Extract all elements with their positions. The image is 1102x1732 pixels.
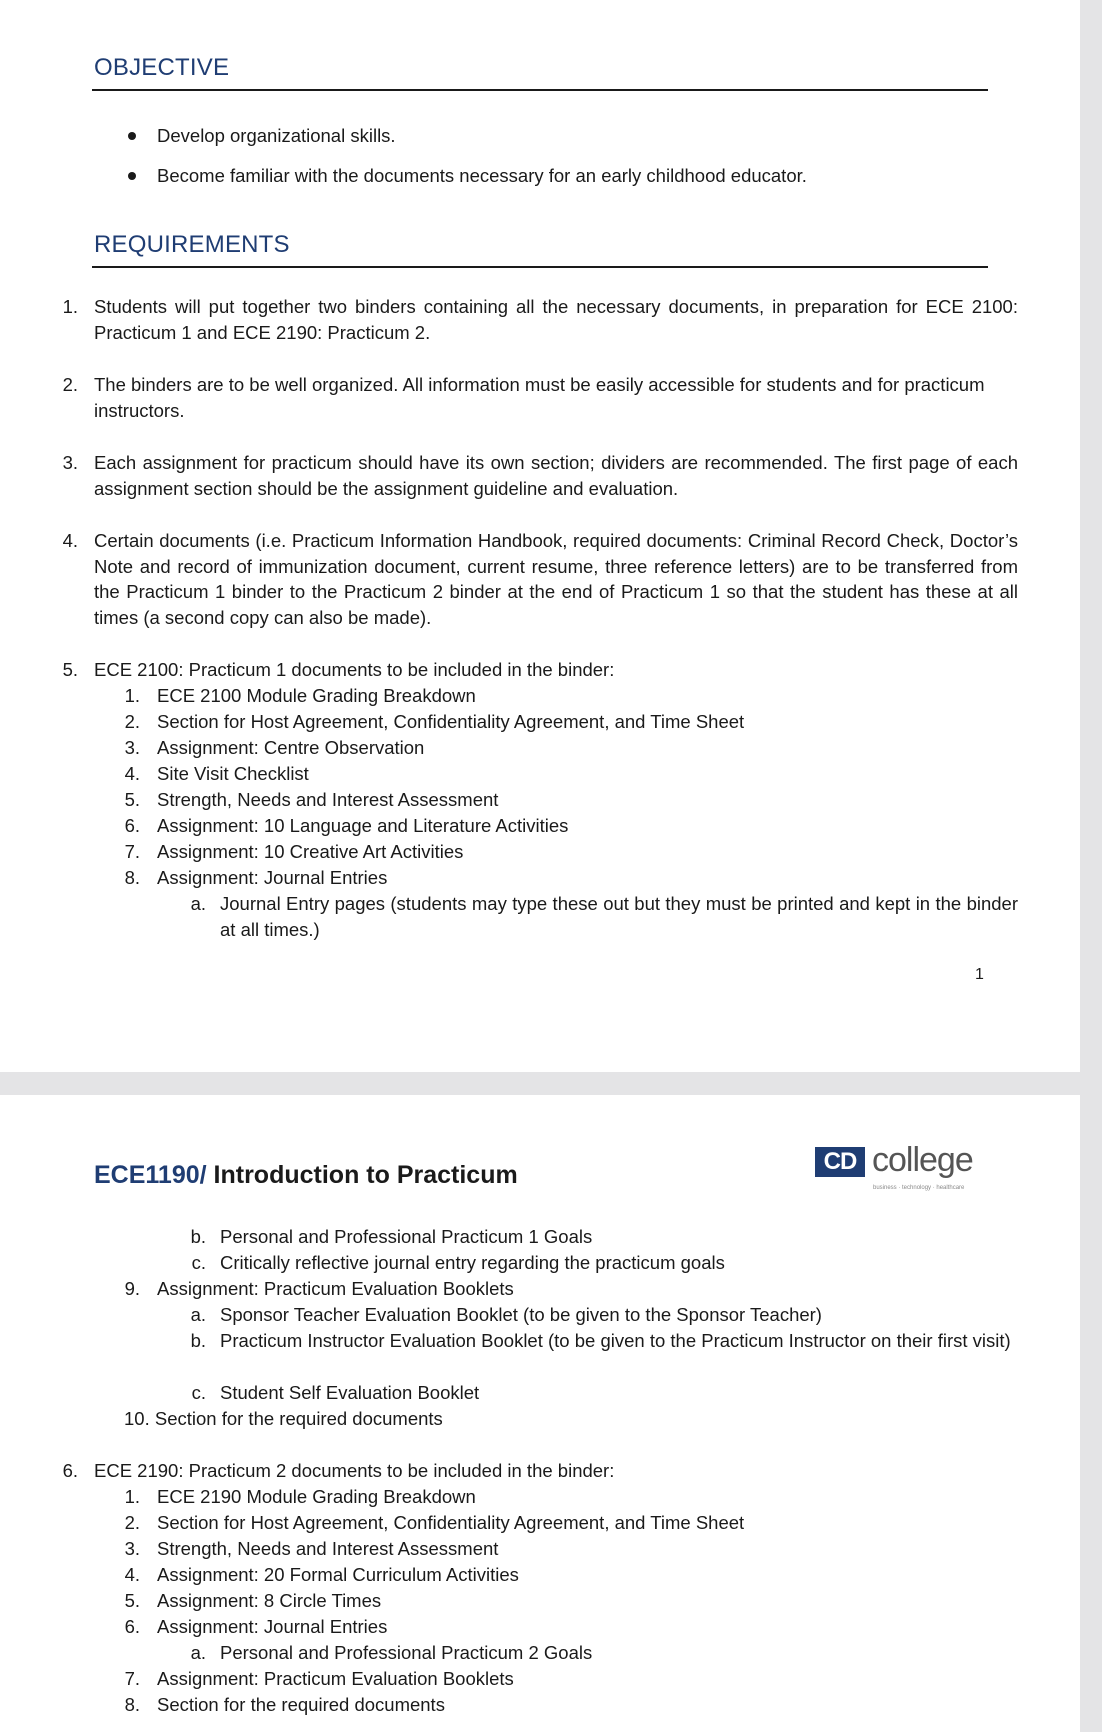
list-number: 3. xyxy=(124,1538,140,1559)
list-number: 1. xyxy=(62,296,78,317)
objective-bullet-2: Become familiar with the documents necessary for an early childhood educator. xyxy=(157,165,807,186)
list-number: 3. xyxy=(124,737,140,758)
requirement-3: Each assignment for practicum should have its own section; dividers are recommended. The first page of each assignment section should be the assignment guideline and evaluation. xyxy=(94,452,1018,499)
practicum1-item-8: Assignment: Journal Entries xyxy=(157,867,388,888)
requirement-6: ECE 2190: Practicum 2 documents to be included in the binder: xyxy=(94,1460,615,1481)
practicum1-item-3: Assignment: Centre Observation xyxy=(157,737,425,758)
practicum2-item-2: Section for Host Agreement, Confidentiality Agreement, and Time Sheet xyxy=(157,1512,745,1533)
practicum1-item-9: Assignment: Practicum Evaluation Booklets xyxy=(157,1278,514,1299)
practicum2-item-4: Assignment: 20 Formal Curriculum Activities xyxy=(157,1564,519,1585)
list-number: 4. xyxy=(124,763,140,784)
list-letter: a. xyxy=(190,1642,206,1663)
list-number: 4. xyxy=(62,530,78,551)
objective-rule xyxy=(92,89,988,91)
list-number: 6. xyxy=(124,815,140,836)
list-number: 7. xyxy=(124,1668,140,1689)
list-number: 6. xyxy=(62,1460,78,1481)
course-code: ECE1190/ xyxy=(94,1161,207,1189)
bullet-icon xyxy=(128,172,136,180)
list-number: 2. xyxy=(124,1512,140,1533)
practicum2-item-8: Section for the required documents xyxy=(157,1694,445,1715)
practicum1-item-10 xyxy=(124,1406,443,1432)
practicum1-item-7: Assignment: 10 Creative Art Activities xyxy=(157,841,464,862)
practicum1-item-9a: Sponsor Teacher Evaluation Booklet (to be given to the Sponsor Teacher) xyxy=(220,1304,822,1325)
practicum1-item-8b: Personal and Professional Practicum 1 Goals xyxy=(220,1226,593,1247)
requirement-1: Students will put together two binders containing all the necessary documents, in preparation for ECE 2100: Practicum 1 and ECE 2190: Practicum 2. xyxy=(94,296,1018,343)
practicum2-item-6a: Personal and Professional Practicum 2 Goals xyxy=(220,1642,593,1663)
cdi-college-logo xyxy=(815,1137,985,1205)
list-number: 8. xyxy=(124,1694,140,1715)
list-number: 2. xyxy=(62,374,78,395)
requirements-rule xyxy=(92,266,988,268)
list-number: 2. xyxy=(124,711,140,732)
list-letter: a. xyxy=(190,1304,206,1325)
list-letter: b. xyxy=(190,1330,206,1351)
logo-wordmark: college xyxy=(872,1141,973,1179)
practicum2-item-7: Assignment: Practicum Evaluation Booklets xyxy=(157,1668,514,1689)
practicum1-item-8a: Journal Entry pages (students may type these out but they must be printed and kept in the binder at all times.) xyxy=(220,893,1018,940)
requirements-heading: REQUIREMENTS xyxy=(94,231,290,258)
practicum2-item-5: Assignment: 8 Circle Times xyxy=(157,1590,382,1611)
course-title: Introduction to Practicum xyxy=(206,1161,518,1189)
list-number: 5. xyxy=(62,659,78,680)
document-page-2 xyxy=(0,1095,1080,1732)
list-number: 3. xyxy=(62,452,78,473)
list-number: 6. xyxy=(124,1616,140,1637)
bullet-icon xyxy=(128,132,136,140)
practicum1-item-9b: Practicum Instructor Evaluation Booklet (to be given to the Practicum Instructor on their first visit) xyxy=(220,1330,1011,1351)
practicum1-item-10-text: Section for the required documents xyxy=(154,1408,443,1429)
list-number: 5. xyxy=(124,1590,140,1611)
practicum1-item-2: Section for Host Agreement, Confidentiality Agreement, and Time Sheet xyxy=(157,711,745,732)
list-letter: c. xyxy=(191,1382,206,1403)
requirement-2: The binders are to be well organized. All information must be easily accessible for students and for practicum instructors. xyxy=(94,374,985,421)
list-number: 9. xyxy=(124,1278,140,1299)
practicum1-item-1: ECE 2100 Module Grading Breakdown xyxy=(157,685,476,706)
page-number: 1 xyxy=(975,966,984,983)
requirement-4: Certain documents (i.e. Practicum Information Handbook, required documents: Criminal Record Check, Doctor’s Note and record of immunization document, current resume, three reference letters) are to be transferred from the Practicum 1 binder to the Practicum 2 binder at the end of Practicum 1 so that the student has these at all times (a second copy can also be made). xyxy=(94,530,1018,628)
list-number: 1. xyxy=(124,1486,140,1507)
list-number: 5. xyxy=(124,789,140,810)
list-number: 10. xyxy=(124,1408,150,1429)
list-letter: c. xyxy=(191,1252,206,1273)
list-number: 4. xyxy=(124,1564,140,1585)
practicum2-item-1: ECE 2190 Module Grading Breakdown xyxy=(157,1486,476,1507)
practicum1-item-5: Strength, Needs and Interest Assessment xyxy=(157,789,499,810)
document-header-title xyxy=(94,1161,518,1190)
logo-tagline: business · technology · healthcare xyxy=(873,1185,965,1191)
objective-bullet-1: Develop organizational skills. xyxy=(157,125,396,146)
practicum2-item-6: Assignment: Journal Entries xyxy=(157,1616,388,1637)
logo-mark: CD xyxy=(815,1147,865,1177)
objective-heading: OBJECTIVE xyxy=(94,54,230,81)
practicum1-item-8c: Critically reflective journal entry regarding the practicum goals xyxy=(220,1252,725,1273)
practicum2-item-3: Strength, Needs and Interest Assessment xyxy=(157,1538,499,1559)
list-number: 8. xyxy=(124,867,140,888)
practicum1-item-4: Site Visit Checklist xyxy=(157,763,309,784)
list-letter: a. xyxy=(190,893,206,914)
requirement-5: ECE 2100: Practicum 1 documents to be included in the binder: xyxy=(94,659,615,680)
list-number: 7. xyxy=(124,841,140,862)
practicum1-item-9c: Student Self Evaluation Booklet xyxy=(220,1382,480,1403)
list-letter: b. xyxy=(190,1226,206,1247)
list-number: 1. xyxy=(124,685,140,706)
practicum1-item-6: Assignment: 10 Language and Literature Activities xyxy=(157,815,569,836)
